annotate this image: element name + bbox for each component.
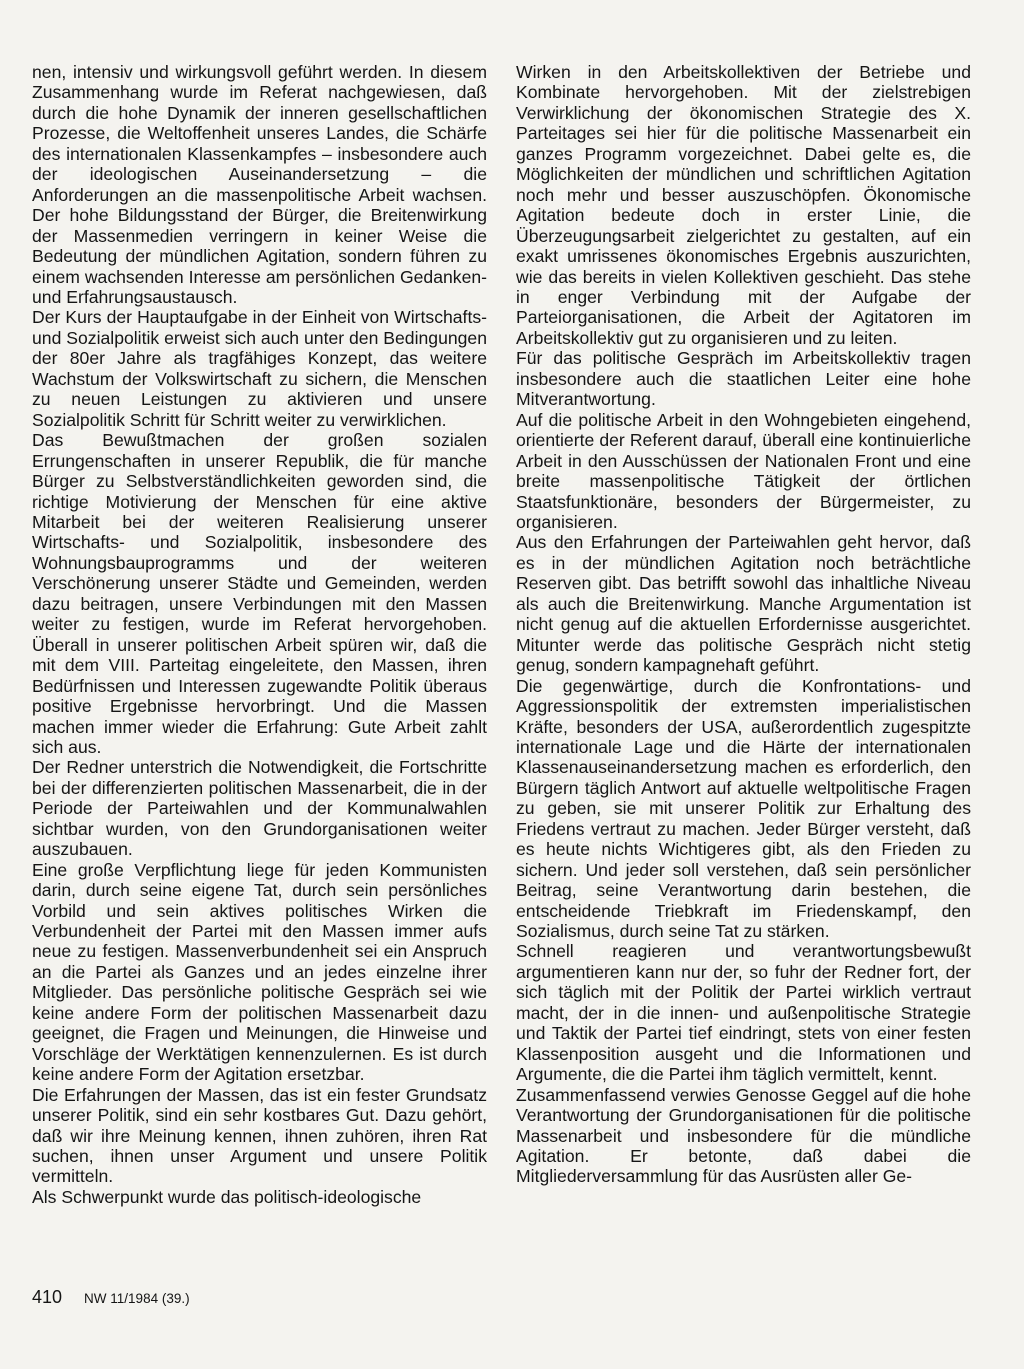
- paragraph: Aus den Erfahrungen der Parteiwahlen geht hervor, daß es in der mündlichen Agitation noch beträchtliche Reserven gibt. Das betrifft sowohl das inhaltliche Niveau als auch die Breitenwirkung. Manche Argumentation ist nicht genug auf die aktuellen Erfordernisse ausgerichtet. Mitunter werde das politische Gespräch nicht stetig genug, sondern kampagnehaft geführt.: [516, 532, 971, 676]
- paragraph: Das Bewußtmachen der großen sozialen Errungenschaften in unserer Republik, die für manche Bürger zu Selbstverständlichkeiten geworden sind, die richtige Motivierung der Menschen für eine aktive Mitarbeit bei der weiteren Realisierung unserer Wirtschafts- und Sozialpolitik, insbesondere des Wohnungsbauprogramms und der weiteren Verschönerung unserer Städte und Gemeinden, werden dazu beitragen, unsere Verbindungen mit den Massen weiter zu festigen, wurde im Referat hervorgehoben. Überall in unserer politischen Arbeit spüren wir, daß die mit dem VIII. Parteitag eingeleitete, den Massen, ihren Bedürfnissen und Interessen zugewandte Politik überaus positive Ergebnisse hervorbringt. Und die Massen machen immer wieder die Erfahrung: Gute Arbeit zahlt sich aus.: [32, 430, 487, 757]
- issue-reference: NW 11/1984 (39.): [84, 1291, 190, 1306]
- left-column: [32, 62, 487, 1207]
- page-footer: [32, 1287, 190, 1308]
- paragraph: nen, intensiv und wirkungsvoll geführt werden. In diesem Zusammenhang wurde im Referat nachgewiesen, daß durch die hohe Dynamik der inneren gesellschaftlichen Prozesse, die Weltoffenheit unseres Landes, die Schärfe des internationalen Klassenkampfes – insbesondere auch der ideologischen Auseinandersetzung – die Anforderungen an die massenpolitische Arbeit wachsen. Der hohe Bildungsstand der Bürger, die Breitenwirkung der Massenmedien verringern in keiner Weise die Bedeutung der mündlichen Agitation, sondern führen zu einem wachsenden Interesse am persönlichen Gedanken- und Erfahrungsaustausch.: [32, 62, 487, 307]
- paragraph: Zusammenfassend verwies Genosse Geggel auf die hohe Verantwortung der Grundorganisationen für die politische Massenarbeit und insbesondere für die mündliche Agitation. Er betonte, daß dabei die Mitgliederversammlung für das Ausrüsten aller Ge-: [516, 1084, 971, 1187]
- paragraph: Als Schwerpunkt wurde das politisch-ideologische: [32, 1186, 422, 1207]
- page-number: 410: [32, 1287, 63, 1307]
- paragraph: Schnell reagieren und verantwortungsbewußt argumentieren kann nur der, so fuhr der Redner fort, der sich täglich mit der Politik der Partei wirklich vertraut macht, der in die innen- und außenpolitische Strategie und Taktik der Partei tief eindringt, stets von einer festen Klassenposition ausgeht und die Informationen und Argumente, die die Partei ihm täglich vermittelt, kennt.: [516, 941, 971, 1085]
- right-column: [516, 62, 971, 1187]
- paragraph: Wirken in den Arbeitskollektiven der Betriebe und Kombinate hervorgehoben. Mit der zielstrebigen Verwirklichung der ökonomischen Strategie des X. Parteitages sei hier für die politische Massenarbeit ein ganzes Programm vorgezeichnet. Dabei gelte es, die Möglichkeiten der mündlichen und schriftlichen Agitation noch mehr und besser auszuschöpfen. Ökonomische Agitation bedeute doch in erster Linie, die Überzeugungsarbeit zielgerichtet zu gestalten, auf ein exakt umrissenes ökonomisches Ergebnis auszurichten, wie das bereits in vielen Kollektiven geschieht. Das stehe in enger Verbindung mit der Aufgabe der Parteiorganisationen, die Arbeit der Agitatoren im Arbeitskollektiv gut zu organisieren und zu leiten.: [516, 62, 971, 348]
- paragraph: Auf die politische Arbeit in den Wohngebieten eingehend, orientierte der Referent darauf, überall eine kontinuierliche Arbeit in den Ausschüssen der Nationalen Front und eine breite massenpolitische Tätigkeit der örtlichen Staatsfunktionäre, besonders der Bürgermeister, zu organisieren.: [516, 409, 971, 532]
- paragraph: Die Erfahrungen der Massen, das ist ein fester Grundsatz unserer Politik, sind ein sehr kostbares Gut. Dazu gehört, daß wir ihre Meinung kennen, ihnen zuhören, ihren Rat suchen, ihnen unser Argument und unsere Politik vermitteln.: [32, 1084, 487, 1187]
- paragraph: Eine große Verpflichtung liege für jeden Kommunisten darin, durch seine eigene Tat, durch sein persönliches Vorbild und sein aktives politisches Wirken die Verbundenheit der Partei mit den Massen immer aufs neue zu festigen. Massenverbundenheit sei ein Anspruch an die Partei als Ganzes und an jedes einzelne ihrer Mitglieder. Das persönliche politische Gespräch sei wie keine andere Form der politischen Massenarbeit dazu geeignet, die Fragen und Meinungen, die Hinweise und Vorschläge der Werktätigen kennenzulernen. Es ist durch keine andere Form der Agitation ersetzbar.: [32, 859, 487, 1085]
- paragraph: Der Redner unterstrich die Notwendigkeit, die Fortschritte bei der differenzierten politischen Massenarbeit, die in der Periode der Parteiwahlen und der Kommunalwahlen sichtbar wurden, von den Grundorganisationen weiter auszubauen.: [32, 757, 487, 860]
- paragraph: Der Kurs der Hauptaufgabe in der Einheit von Wirtschafts- und Sozialpolitik erweist sich auch unter den Bedingungen der 80er Jahre als tragfähiges Konzept, das weitere Wachstum der Volkswirtschaft zu sichern, die Menschen zu neuen Leistungen zu aktivieren und unsere Sozialpolitik Schritt für Schritt weiter zu verwirklichen.: [32, 307, 487, 430]
- paragraph: Die gegenwärtige, durch die Konfrontations- und Aggressionspolitik der extremsten imperialistischen Kräfte, besonders der USA, außerordentlich zugespitzte internationale Lage und die Härte der internationalen Klassenauseinandersetzung machen es erforderlich, den Bürgern täglich Antwort auf aktuelle weltpolitische Fragen zu geben, sie mit unserer Politik zur Erhaltung des Friedens vertraut zu machen. Jeder Bürger versteht, daß es heute nichts Wichtigeres gibt, als den Frieden zu sichern. Und jeder soll verstehen, daß sein persönlicher Beitrag, seine Verantwortung darin bestehen, die entscheidende Triebkraft im Friedenskampf, den Sozialismus, durch seine Tat zu stärken.: [516, 675, 971, 942]
- paragraph: Für das politische Gespräch im Arbeitskollektiv tragen insbesondere auch die staatlichen Leiter eine hohe Mitverantwortung.: [516, 348, 971, 410]
